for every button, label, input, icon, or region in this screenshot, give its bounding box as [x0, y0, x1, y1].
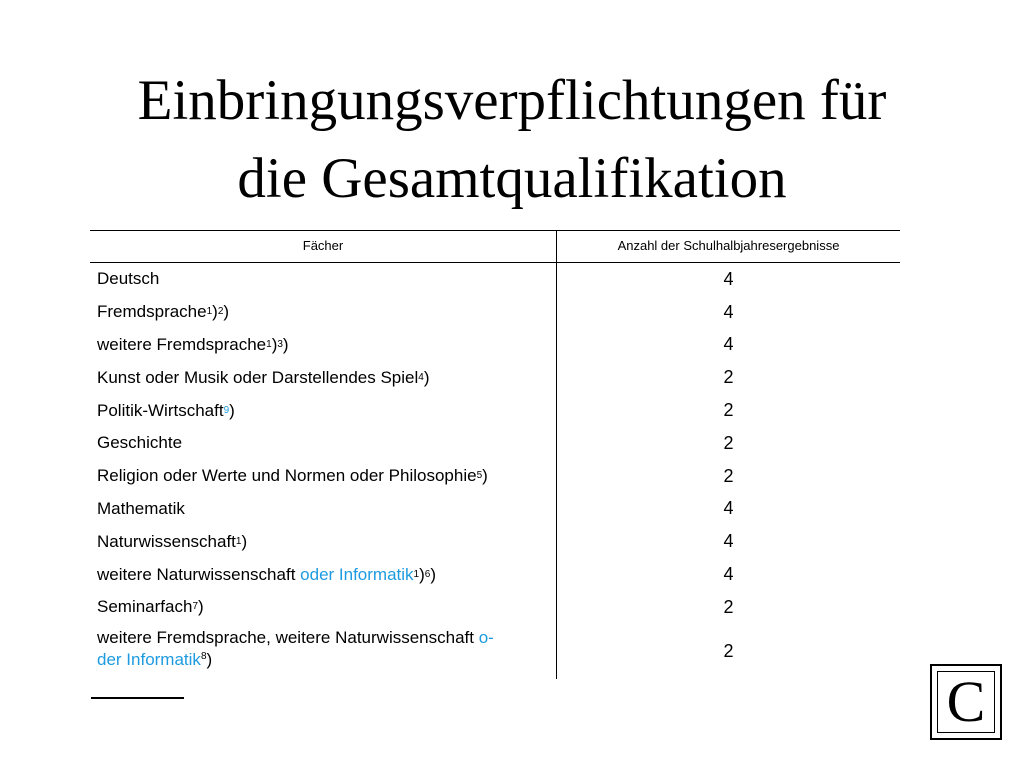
count-cell: 2: [723, 367, 734, 388]
title-line-2: die Gesamtqualifikation: [237, 147, 787, 210]
subject-cell: [90, 427, 557, 460]
table-row: [90, 525, 900, 558]
header-subject: Fächer: [90, 231, 557, 262]
subject-label: Naturwissenschaft: [97, 531, 236, 551]
count-cell: 2: [723, 400, 734, 421]
subject-label: Mathematik: [97, 498, 185, 518]
table-row: [90, 591, 900, 624]
count-cell: 2: [723, 640, 734, 661]
subject-cell: [90, 493, 557, 526]
page-title: [0, 62, 1024, 218]
subject-cell: weitere Fremdsprache, weitere Naturwissenschaft o- der Informatik$^8$): [90, 624, 557, 679]
title-line-1: Einbringungsverpflichtungen für: [137, 69, 887, 132]
subject-label: Politik-Wirtschaft: [97, 400, 224, 420]
table-row: [90, 460, 900, 493]
footnote-divider: [91, 697, 184, 699]
subjects-table: [90, 230, 900, 679]
subject-label: Religion oder Werte und Normen oder Philosophie: [97, 466, 477, 486]
subject-label: Fremdsprache: [97, 302, 207, 322]
count-cell: 4: [723, 301, 734, 322]
subject-line2-label: der Informatik: [97, 649, 201, 669]
table-header: [90, 230, 900, 263]
count-cell: 2: [723, 432, 734, 453]
table-row: [90, 558, 900, 591]
subject-cell: weitere Fremdsprache 1 ) 3 ): [90, 329, 557, 362]
table-row: [90, 361, 900, 394]
subject-cell: Kunst oder Musik oder Darstellendes Spiel 4 ): [90, 361, 557, 394]
count-cell: 2: [723, 596, 734, 617]
subject-cell: Religion oder Werte und Normen oder Philosophie 5 ): [90, 460, 557, 493]
footnote-ref: 8: [200, 650, 207, 662]
table-row: [90, 394, 900, 427]
subject-label: Deutsch: [97, 269, 160, 289]
header-count: Anzahl der Schulhalbjahresergebnisse: [617, 238, 840, 253]
subject-label: Seminarfach: [97, 597, 193, 617]
logo-letter: C: [937, 671, 995, 733]
table-row: [90, 493, 900, 526]
subject-extra-label: o-: [478, 627, 494, 647]
count-cell: 4: [723, 334, 734, 355]
count-cell: 2: [723, 465, 734, 486]
subject-label: weitere Naturwissenschaft: [97, 564, 296, 584]
count-cell: 4: [723, 531, 734, 552]
count-cell: 4: [723, 498, 734, 519]
subject-label: Geschichte: [97, 433, 183, 453]
table-row: [90, 329, 900, 362]
count-cell: 4: [723, 564, 734, 585]
logo: [930, 664, 1002, 740]
subject-extra-label: oder Informatik: [300, 564, 414, 584]
subject-label: Kunst oder Musik oder Darstellendes Spiel: [97, 367, 419, 387]
table-row: [90, 296, 900, 329]
subject-label: weitere Fremdsprache, weitere Naturwissenschaft: [97, 627, 474, 647]
table-row: [90, 624, 900, 679]
subject-cell: Seminarfach 7 ): [90, 591, 557, 624]
subject-cell: Naturwissenschaft 1 ): [90, 525, 557, 558]
subject-cell: Politik-Wirtschaft 9 ): [90, 394, 557, 427]
count-cell: 4: [723, 268, 734, 289]
subject-cell: weitere Naturwissenschaft oder Informatik 1 ) 6 ): [90, 558, 557, 591]
subject-cell: [90, 263, 557, 296]
subject-label: weitere Fremdsprache: [97, 334, 267, 354]
subject-cell: Fremdsprache 1 ) 2 ): [90, 296, 557, 329]
table-row: [90, 263, 900, 296]
table-row: [90, 427, 900, 460]
